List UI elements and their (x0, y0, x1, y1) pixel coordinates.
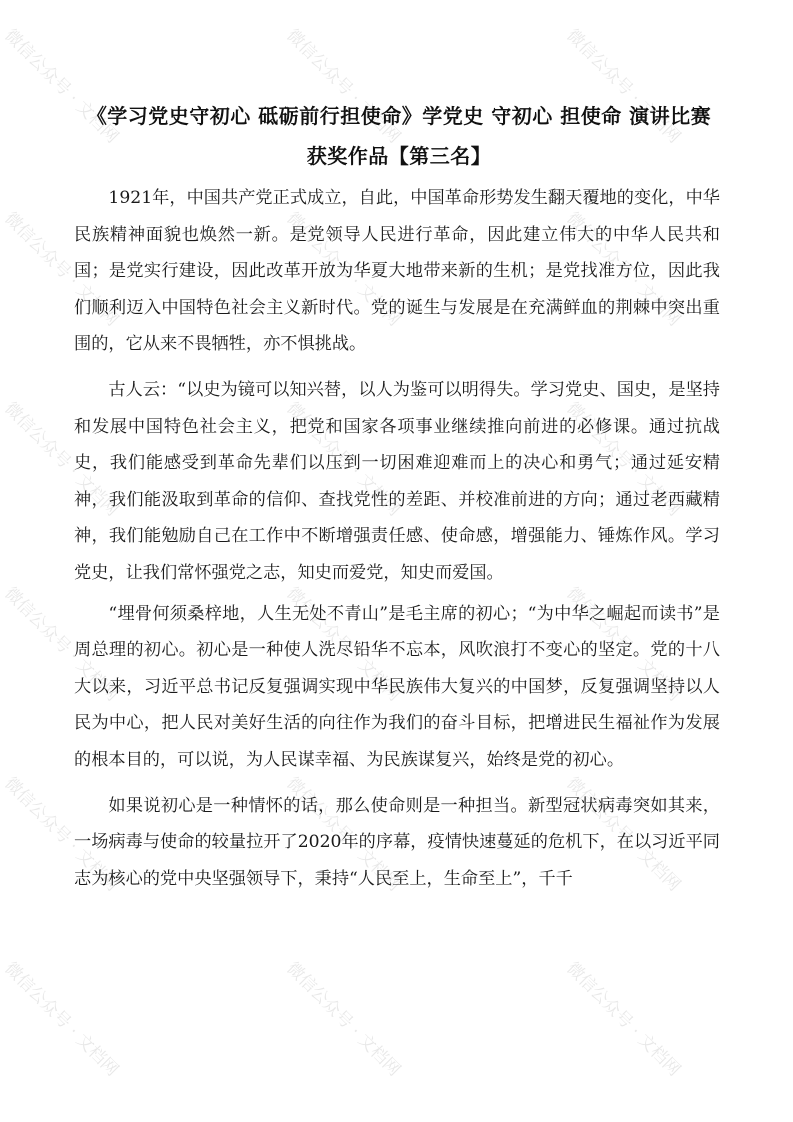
watermark-text: 微信公众号 · 文档网 (562, 398, 685, 521)
document-body (74, 180, 720, 897)
watermark-text: 微信公众号 · 文档网 (0, 583, 123, 706)
watermark-text: 微信公众号 · 文档网 (0, 398, 123, 521)
paragraph-3: “埋骨何须桑梓地，人生无处不青山”是毛主席的初心；“为中华之崛起而读书”是周总理的初心。初心是一种使人洗尽铅华不忘本，风吹浪打不变心的坚定。党的十八大以来，习近平总书记反复强调实现中华民族伟大复兴的中国梦，反复强调坚持以人民为中心，把人民对美好生活的向往作为我们的奋斗目标，把增进民生福祉作为发展的根本目的，可以说，为人民谋幸福、为民族谋复兴，始终是党的初心。 (74, 603, 720, 770)
watermark-text: 微信公众号 · 文档网 (282, 25, 405, 148)
watermark-text: 微信公众号 · 文档网 (0, 208, 123, 331)
watermark-text: 微信公众号 · 文档网 (562, 208, 685, 331)
watermark-text: 微信公众号 · 文档网 (0, 25, 123, 148)
paragraph-1: 1921年，中国共产党正式成立，自此，中国革命形势发生翻天覆地的变化，中华民族精神面貌也焕然一新。是党领导人民进行革命，因此建立伟大的中华人民共和国；是党实行建设，因此改革开放为华夏大地带来新的生机；是党找准方位，因此我们顺利迈入中国特色社会主义新时代。党的诞生与发展是在充满鲜血的荆棘中突出重围的，它从来不畏牺牲，亦不惧挑战。 (74, 188, 720, 355)
watermark-text: 微信公众号 · 文档网 (282, 398, 405, 521)
watermark-text: 微信公众号 · 文档网 (562, 25, 685, 148)
watermark-text: 微信公众号 · 文档网 (562, 583, 685, 706)
watermark-text: 微信公众号 · 文档网 (282, 958, 405, 1081)
paragraph-4: 如果说初心是一种情怀的话，那么使命则是一种担当。新型冠状病毒突如其来，一场病毒与使命的较量拉开了2020年的序幕，疫情快速蔓延的危机下，在以习近平同志为核心的党中央坚强领导下，秉持“人民至上，生命至上”，千千 (74, 795, 720, 889)
watermark-text: 微信公众号 · 文档网 (282, 773, 405, 896)
watermark-text: 微信公众号 · 文档网 (0, 958, 123, 1081)
document-title: 《学习党史守初心 砥砺前行担使命》学党史 守初心 担使命 演讲比赛 获奖作品【第三名】 (86, 104, 712, 168)
watermark-text: 微信公众号 · 文档网 (282, 208, 405, 331)
watermark-text: 微信公众号 · 文档网 (282, 583, 405, 706)
paragraph-2: 古人云：“以史为镜可以知兴替，以人为鉴可以明得失。学习党史、国史，是坚持和发展中国特色社会主义，把党和国家各项事业继续推向前进的必修课。通过抗战史，我们能感受到革命先辈们以压到一切困难迎难而上的决心和勇气；通过延安精神，我们能汲取到革命的信仰、查找党性的差距、并校准前进的方向；通过老西藏精神，我们能勉励自己在工作中不断增强责任感、使命感，增强能力、锤炼作风。学习党史，让我们常怀强党之志，知史而爱党，知史而爱国。 (74, 379, 720, 583)
watermark-text: 微信公众号 · 文档网 (562, 773, 685, 896)
watermark-text: 微信公众号 · 文档网 (562, 958, 685, 1081)
watermark-text: 微信公众号 · 文档网 (0, 773, 123, 896)
